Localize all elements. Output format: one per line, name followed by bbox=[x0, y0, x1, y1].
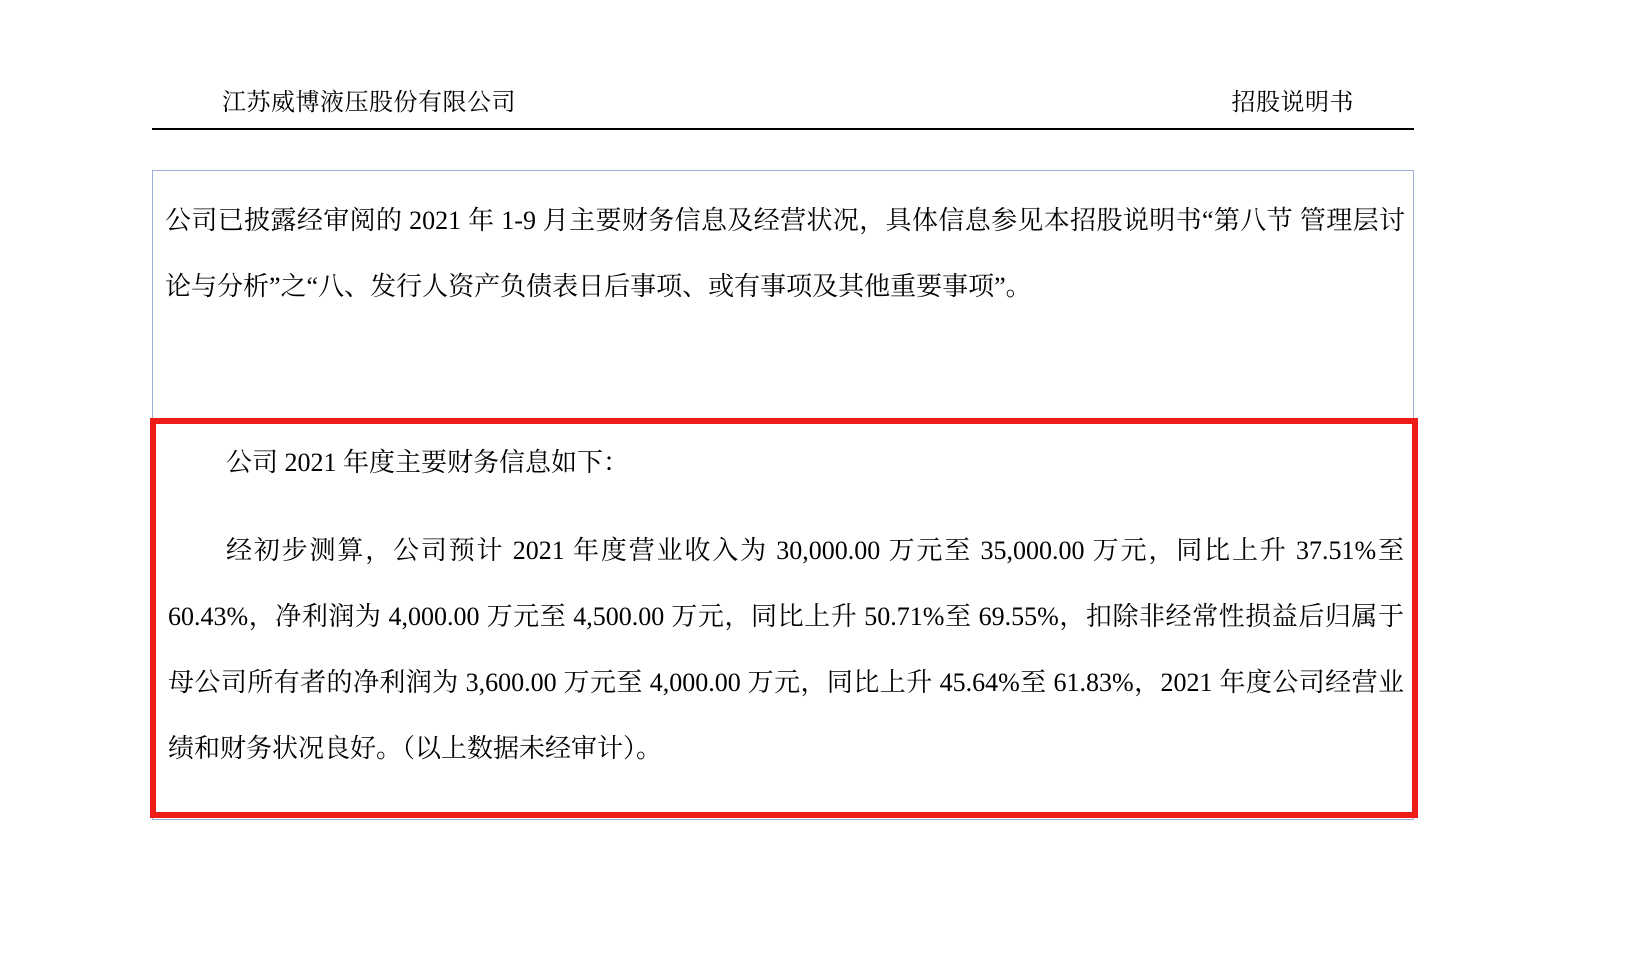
paragraph-spacer bbox=[168, 496, 1404, 518]
intro-paragraph: 公司已披露经审阅的 2021 年 1-9 月主要财务信息及经营状况，具体信息参见本招股说明书“第八节 管理层讨论与分析”之“八、发行人资产负债表日后事项、或有事项及其他重要事项”。 bbox=[165, 206, 1405, 301]
highlight-lead-line: 公司 2021 年度主要财务信息如下： bbox=[226, 448, 630, 477]
header-divider bbox=[152, 128, 1414, 130]
highlight-body-paragraph: 经初步测算，公司预计 2021 年度营业收入为 30,000.00 万元至 35,000.00 万元，同比上升 37.51%至 60.43%，净利润为 4,000.00 万元至 4,500.00 万元，同比上升 50.71%至 69.55%，扣除非经常性损益后归属于母公司所有者的净利润为 3,600.00 万元至 4,000.00 万元，同比上升 45.64%至 61.83%，2021 年度公司经营业绩和财务状况良好。（以上数据未经审计）。 bbox=[168, 536, 1404, 763]
intro-paragraph-block bbox=[165, 188, 1405, 320]
header-document-title: 招股说明书 bbox=[1231, 90, 1354, 116]
highlight-text-block bbox=[168, 430, 1404, 782]
page-header bbox=[152, 88, 1414, 118]
header-company-name: 江苏威博液压股份有限公司 bbox=[222, 90, 516, 116]
